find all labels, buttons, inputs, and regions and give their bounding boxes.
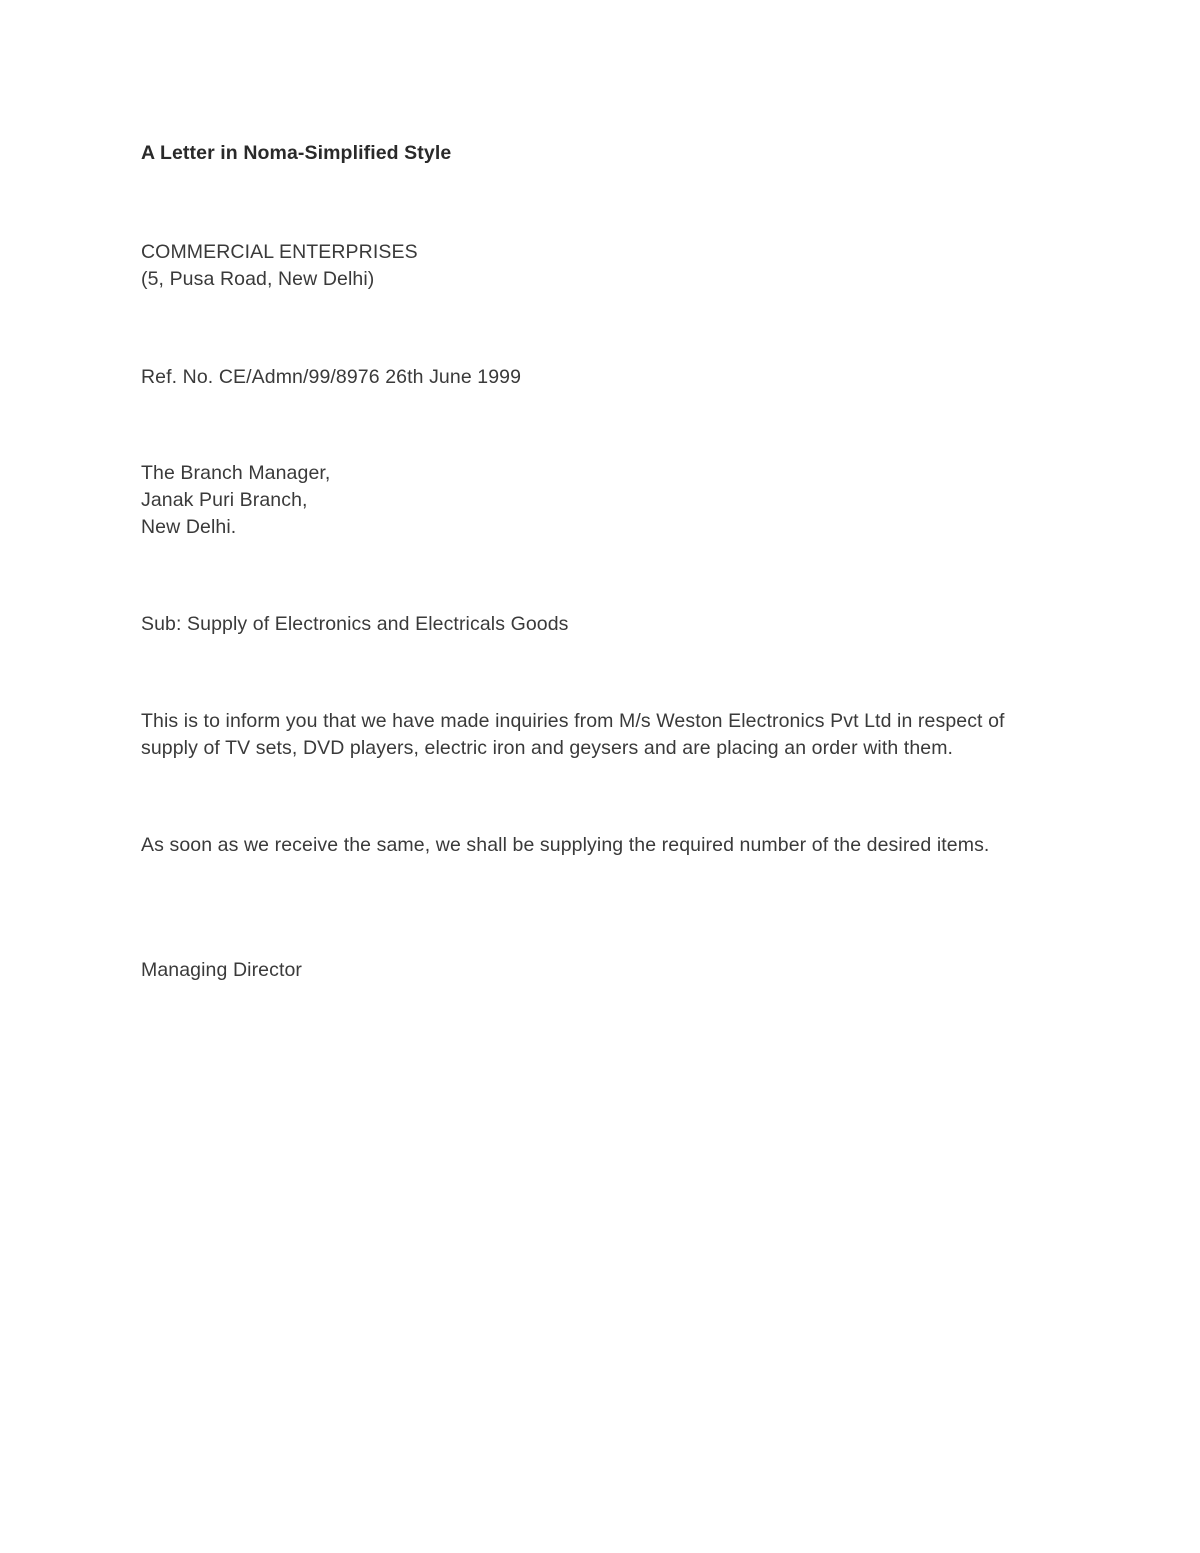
reference-line: Ref. No. CE/Admn/99/8976 26th June 1999	[141, 366, 522, 388]
sender-company: COMMERCIAL ENTERPRISES	[141, 241, 418, 263]
sender-address: (5, Pusa Road, New Delhi)	[141, 268, 375, 290]
signature-line: Managing Director	[141, 959, 303, 981]
body-paragraph-1: This is to inform you that we have made inquiries from M/s Weston Electronics Pvt Ltd in respect of supply of TV sets, DVD players, electric iron and geysers and are placing an order with them.	[141, 710, 1005, 759]
recipient-line-3: New Delhi.	[141, 516, 237, 538]
body-paragraph-2: As soon as we receive the same, we shall be supplying the required number of the desired items.	[141, 834, 990, 856]
document-title: A Letter in Noma-Simplified Style	[141, 142, 452, 164]
subject-line: Sub: Supply of Electronics and Electricals Goods	[141, 613, 569, 635]
recipient-line-2: Janak Puri Branch,	[141, 489, 308, 511]
recipient-line-1: The Branch Manager,	[141, 462, 331, 484]
